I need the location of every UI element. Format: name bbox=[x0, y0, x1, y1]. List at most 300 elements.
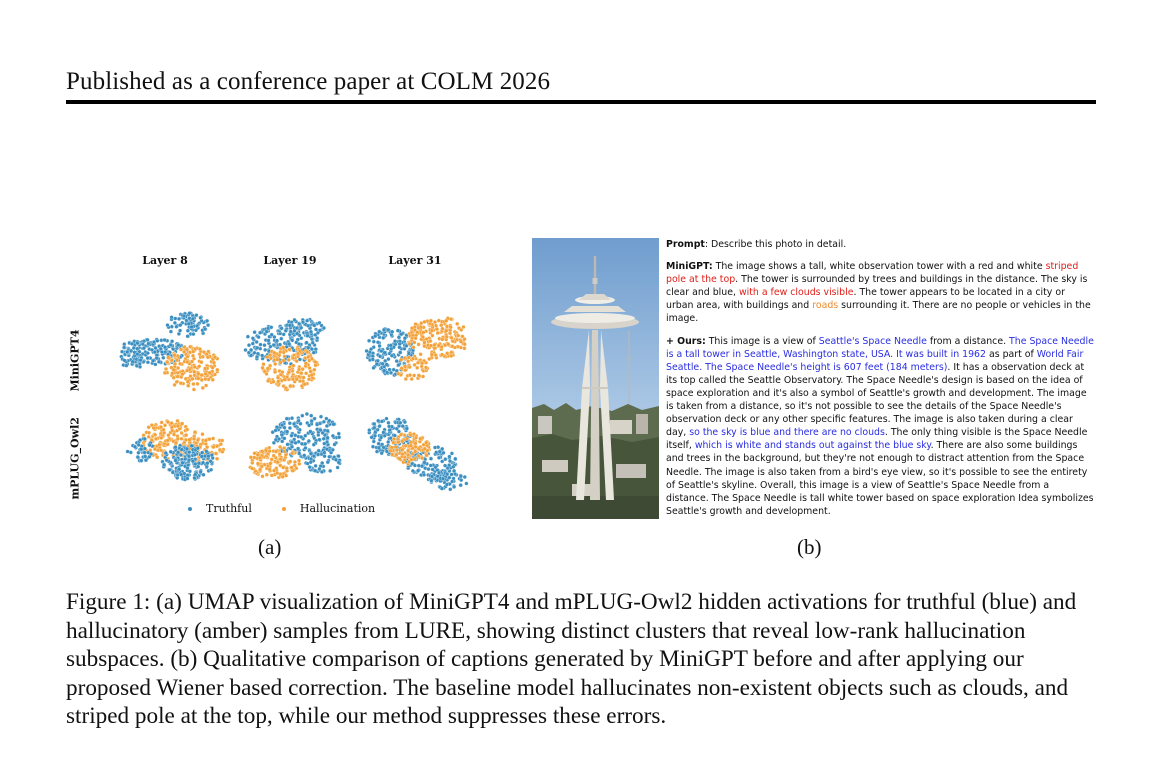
umap-point bbox=[459, 483, 463, 487]
umap-point bbox=[430, 475, 434, 479]
umap-point bbox=[390, 354, 394, 358]
umap-point bbox=[408, 373, 412, 377]
umap-point bbox=[137, 443, 141, 447]
umap-point bbox=[283, 437, 287, 441]
umap-point bbox=[130, 342, 134, 346]
umap-point bbox=[201, 355, 205, 359]
umap-point bbox=[302, 376, 306, 380]
umap-point bbox=[198, 347, 202, 351]
umap-point bbox=[265, 372, 269, 376]
umap-point bbox=[176, 437, 180, 441]
umap-point bbox=[309, 452, 313, 456]
umap-point bbox=[147, 425, 151, 429]
umap-point bbox=[295, 332, 299, 336]
umap-point bbox=[163, 423, 167, 427]
umap-point bbox=[465, 482, 469, 486]
umap-point bbox=[200, 360, 204, 364]
umap-point bbox=[414, 436, 418, 440]
umap-point bbox=[162, 428, 166, 432]
umap-point bbox=[285, 430, 289, 434]
umap-point bbox=[220, 439, 224, 443]
umap-point bbox=[385, 417, 389, 421]
umap-point bbox=[207, 454, 211, 458]
umap-point bbox=[385, 363, 389, 367]
umap-point bbox=[278, 445, 282, 449]
umap-point bbox=[463, 346, 467, 350]
umap-point bbox=[155, 455, 159, 459]
umap-point bbox=[317, 449, 321, 453]
umap-point bbox=[421, 335, 425, 339]
umap-point bbox=[285, 417, 289, 421]
umap-point bbox=[282, 359, 286, 363]
umap-point bbox=[272, 351, 276, 355]
umap-point bbox=[142, 346, 146, 350]
ours-segment: The Space Needle is a tall tower in Seattle, Washington state, USA. It was built in 1962 bbox=[666, 335, 1094, 360]
umap-point bbox=[305, 412, 309, 416]
umap-point bbox=[318, 328, 322, 332]
umap-point bbox=[288, 421, 292, 425]
umap-point bbox=[445, 325, 449, 329]
umap-point bbox=[320, 470, 324, 474]
umap-point bbox=[376, 419, 380, 423]
umap-point bbox=[439, 323, 443, 327]
umap-point bbox=[153, 447, 157, 451]
umap-point bbox=[174, 459, 178, 463]
umap-point bbox=[279, 457, 283, 461]
umap-point bbox=[404, 377, 408, 381]
umap-point bbox=[272, 454, 276, 458]
umap-point bbox=[161, 356, 165, 360]
umap-point bbox=[212, 445, 216, 449]
umap-point bbox=[185, 447, 189, 451]
umap-point bbox=[383, 351, 387, 355]
umap-point bbox=[244, 348, 248, 352]
umap-point bbox=[333, 443, 337, 447]
umap-point bbox=[423, 447, 427, 451]
umap-point bbox=[187, 322, 191, 326]
ours-caption-body bbox=[666, 336, 1094, 517]
umap-point bbox=[430, 329, 434, 333]
umap-point bbox=[313, 368, 317, 372]
umap-point bbox=[169, 450, 173, 454]
umap-point bbox=[287, 358, 291, 362]
umap-point bbox=[453, 457, 457, 461]
umap-point bbox=[280, 326, 284, 330]
umap-point bbox=[201, 461, 205, 465]
umap-point bbox=[288, 324, 292, 328]
umap-point bbox=[148, 443, 152, 447]
umap-point bbox=[273, 362, 277, 366]
umap-point bbox=[270, 333, 274, 337]
umap-point bbox=[133, 445, 137, 449]
umap-point bbox=[393, 339, 397, 343]
umap-point bbox=[197, 364, 201, 368]
umap-point bbox=[283, 378, 287, 382]
umap-point bbox=[143, 447, 147, 451]
umap-point bbox=[445, 335, 449, 339]
umap-point bbox=[267, 339, 271, 343]
umap-point bbox=[388, 428, 392, 432]
umap-point bbox=[326, 429, 330, 433]
umap-point bbox=[157, 360, 161, 364]
umap-point bbox=[288, 348, 292, 352]
umap-point bbox=[181, 461, 185, 465]
umap-point bbox=[199, 316, 203, 320]
umap-point bbox=[404, 444, 408, 448]
umap-point bbox=[186, 477, 190, 481]
umap-point bbox=[196, 382, 200, 386]
umap-point bbox=[450, 452, 454, 456]
umap-point bbox=[176, 451, 180, 455]
umap-point bbox=[182, 314, 186, 318]
umap-point bbox=[159, 448, 163, 452]
umap-point bbox=[282, 333, 286, 337]
umap-point bbox=[185, 369, 189, 373]
umap-point bbox=[179, 381, 183, 385]
umap-point bbox=[178, 329, 182, 333]
umap-point bbox=[325, 424, 329, 428]
umap-point bbox=[174, 445, 178, 449]
umap-point bbox=[310, 373, 314, 377]
umap-point bbox=[400, 332, 404, 336]
umap-point bbox=[153, 350, 157, 354]
umap-point bbox=[288, 384, 292, 388]
umap-point bbox=[143, 437, 147, 441]
umap-point bbox=[444, 329, 448, 333]
umap-point bbox=[186, 355, 190, 359]
umap-point bbox=[322, 420, 326, 424]
umap-point bbox=[201, 432, 205, 436]
umap-point bbox=[280, 433, 284, 437]
umap-point bbox=[140, 459, 144, 463]
umap-point bbox=[392, 437, 396, 441]
umap-point bbox=[176, 343, 180, 347]
umap-point bbox=[431, 334, 435, 338]
umap-point bbox=[147, 431, 151, 435]
umap-point bbox=[180, 437, 184, 441]
umap-point bbox=[310, 347, 314, 351]
umap-point bbox=[373, 334, 377, 338]
umap-point bbox=[252, 456, 256, 460]
umap-point bbox=[407, 352, 411, 356]
umap-point bbox=[122, 346, 126, 350]
umap-point bbox=[428, 339, 432, 343]
umap-point bbox=[312, 324, 316, 328]
umap-point bbox=[413, 341, 417, 345]
umap-point bbox=[200, 378, 204, 382]
umap-point bbox=[272, 343, 276, 347]
umap-point bbox=[379, 436, 383, 440]
umap-point bbox=[373, 434, 377, 438]
ours-segment: from a distance. bbox=[926, 335, 1010, 347]
umap-point bbox=[275, 339, 279, 343]
umap-point bbox=[459, 478, 463, 482]
umap-point bbox=[372, 440, 376, 444]
umap-point bbox=[141, 342, 145, 346]
umap-point bbox=[265, 473, 269, 477]
umap-point bbox=[175, 358, 179, 362]
umap-point bbox=[413, 363, 417, 367]
umap-point bbox=[176, 375, 180, 379]
umap-point bbox=[186, 380, 190, 384]
umap-point bbox=[309, 330, 313, 334]
umap-point bbox=[151, 359, 155, 363]
umap-point bbox=[400, 366, 404, 370]
umap-point bbox=[420, 361, 424, 365]
umap-point bbox=[304, 361, 308, 365]
umap-point bbox=[382, 431, 386, 435]
umap-point bbox=[249, 348, 253, 352]
umap-point bbox=[309, 370, 313, 374]
umap-point bbox=[186, 334, 190, 338]
umap-point bbox=[370, 435, 374, 439]
umap-point bbox=[144, 458, 148, 462]
umap-point bbox=[305, 319, 309, 323]
umap-point bbox=[255, 340, 259, 344]
umap-point bbox=[284, 329, 288, 333]
umap-point bbox=[143, 455, 147, 459]
umap-point bbox=[301, 367, 305, 371]
ours-segment: so the sky is blue and there are no clouds bbox=[689, 427, 885, 439]
umap-point bbox=[212, 361, 216, 365]
umap-point bbox=[251, 342, 255, 346]
prompt-label: Prompt bbox=[666, 239, 705, 250]
umap-point bbox=[450, 473, 454, 477]
umap-point bbox=[256, 462, 260, 466]
umap-point bbox=[301, 320, 305, 324]
umap-point bbox=[180, 431, 184, 435]
umap-point bbox=[389, 449, 393, 453]
umap-point bbox=[448, 331, 452, 335]
umap-point bbox=[337, 461, 341, 465]
umap-point bbox=[203, 367, 207, 371]
umap-point bbox=[160, 421, 164, 425]
row-label-minigpt4: MiniGPT4 bbox=[68, 329, 82, 392]
umap-point bbox=[378, 424, 382, 428]
umap-point bbox=[403, 420, 407, 424]
umap-point bbox=[263, 348, 267, 352]
umap-point bbox=[184, 438, 188, 442]
umap-point bbox=[322, 442, 326, 446]
umap-point bbox=[401, 448, 405, 452]
umap-point bbox=[302, 454, 306, 458]
umap-point bbox=[188, 311, 192, 315]
umap-point bbox=[308, 465, 312, 469]
umap-point bbox=[442, 451, 446, 455]
umap-point bbox=[184, 433, 188, 437]
umap-point bbox=[163, 371, 167, 375]
umap-point bbox=[448, 487, 452, 491]
umap-point bbox=[372, 426, 376, 430]
umap-point bbox=[192, 437, 196, 441]
umap-point bbox=[188, 438, 192, 442]
umap-point bbox=[365, 349, 369, 353]
umap-point bbox=[268, 468, 272, 472]
umap-point bbox=[147, 435, 151, 439]
umap-point bbox=[445, 483, 449, 487]
umap-point bbox=[328, 469, 332, 473]
layer-title-31: Layer 31 bbox=[388, 254, 442, 267]
umap-point bbox=[309, 414, 313, 418]
umap-point bbox=[398, 351, 402, 355]
umap-point bbox=[313, 417, 317, 421]
umap-point bbox=[424, 441, 428, 445]
umap-point bbox=[450, 345, 454, 349]
umap-point bbox=[416, 361, 420, 365]
subfig-label-a: (a) bbox=[258, 535, 282, 559]
umap-point bbox=[274, 450, 278, 454]
umap-point bbox=[319, 415, 323, 419]
umap-point bbox=[187, 458, 191, 462]
umap-point bbox=[459, 328, 463, 332]
umap-point bbox=[450, 480, 454, 484]
umap-point bbox=[139, 447, 143, 451]
figure-caption: Figure 1: (a) UMAP visualization of MiniGPT4 and mPLUG-Owl2 hidden activations for truthful (blue) and hallucinatory (amber) samples from LURE, showing distinct clusters that reveal low-rank hallucination subspaces. (b) Qualitative comparison of captions generated by MiniGPT before and after applying our proposed Wiener based correction. The baseline model hallucinates non-existent objects such as clouds, and striped pole at the top, while our method suppresses these errors. bbox=[66, 589, 1077, 730]
umap-point bbox=[257, 335, 261, 339]
umap-point bbox=[206, 355, 210, 359]
umap-point bbox=[375, 450, 379, 454]
umap-point bbox=[166, 356, 170, 360]
umap-point bbox=[277, 437, 281, 441]
umap-point bbox=[401, 424, 405, 428]
umap-point bbox=[188, 345, 192, 349]
umap-point bbox=[195, 313, 199, 317]
umap-point bbox=[440, 353, 444, 357]
umap-point bbox=[322, 437, 326, 441]
umap-point bbox=[131, 360, 135, 364]
umap-point bbox=[125, 350, 129, 354]
umap-point bbox=[170, 339, 174, 343]
umap-point bbox=[190, 325, 194, 329]
umap-point bbox=[459, 346, 463, 350]
umap-point bbox=[397, 440, 401, 444]
umap-point bbox=[382, 446, 386, 450]
umap-point bbox=[154, 346, 158, 350]
umap-point bbox=[449, 354, 453, 358]
umap-point bbox=[445, 351, 449, 355]
umap-point bbox=[205, 450, 209, 454]
umap-point bbox=[411, 357, 415, 361]
umap-point bbox=[304, 371, 308, 375]
umap-point bbox=[251, 336, 255, 340]
umap-point bbox=[295, 377, 299, 381]
minigpt-segment: . The tower appears to be located in a city or urban area, with buildings and bbox=[666, 287, 1065, 312]
umap-point bbox=[405, 427, 409, 431]
umap-point bbox=[170, 359, 174, 363]
umap-point bbox=[193, 430, 197, 434]
umap-point bbox=[270, 458, 274, 462]
umap-point bbox=[250, 467, 254, 471]
umap-point bbox=[453, 472, 457, 476]
umap-point bbox=[323, 454, 327, 458]
umap-point bbox=[272, 469, 276, 473]
ours-label: + Ours: bbox=[666, 335, 706, 347]
umap-point bbox=[431, 468, 435, 472]
umap-point bbox=[440, 487, 444, 491]
umap-point bbox=[290, 338, 294, 342]
minigpt-caption-body bbox=[666, 261, 1091, 324]
umap-point bbox=[177, 467, 181, 471]
umap-point bbox=[285, 466, 289, 470]
minigpt-segment: The image shows a tall, white observation tower with a red and white bbox=[712, 261, 1046, 273]
umap-point bbox=[259, 343, 263, 347]
umap-point bbox=[306, 324, 310, 328]
umap-point bbox=[444, 319, 448, 323]
umap-point bbox=[459, 340, 463, 344]
umap-point bbox=[387, 421, 391, 425]
umap-point bbox=[193, 453, 197, 457]
umap-point bbox=[423, 461, 427, 465]
umap-point bbox=[310, 357, 314, 361]
umap-point bbox=[419, 352, 423, 356]
umap-point bbox=[399, 433, 403, 437]
umap-point bbox=[409, 444, 413, 448]
umap-point bbox=[443, 464, 447, 468]
umap-point bbox=[383, 434, 387, 438]
umap-point bbox=[397, 335, 401, 339]
umap-point bbox=[179, 348, 183, 352]
umap-point bbox=[438, 450, 442, 454]
umap-point bbox=[372, 366, 376, 370]
umap-point bbox=[191, 377, 195, 381]
umap-point bbox=[203, 327, 207, 331]
umap-point bbox=[315, 423, 319, 427]
umap-point bbox=[132, 346, 136, 350]
umap-point bbox=[420, 456, 424, 460]
umap-point bbox=[404, 368, 408, 372]
umap-point bbox=[418, 437, 422, 441]
umap-point bbox=[176, 371, 180, 375]
umap-point bbox=[165, 360, 169, 364]
umap-point bbox=[164, 367, 168, 371]
umap-point bbox=[136, 341, 140, 345]
umap-point bbox=[412, 374, 416, 378]
umap-point bbox=[406, 360, 410, 364]
umap-point bbox=[280, 423, 284, 427]
umap-point bbox=[305, 341, 309, 345]
umap-point bbox=[276, 358, 280, 362]
umap-point bbox=[406, 453, 410, 457]
minigpt-label: MiniGPT: bbox=[666, 261, 713, 273]
umap-point bbox=[154, 437, 158, 441]
umap-point bbox=[196, 372, 200, 376]
umap-point bbox=[406, 449, 410, 453]
legend-hallucination-label: Hallucination bbox=[299, 502, 376, 515]
umap-point bbox=[199, 470, 203, 474]
umap-point bbox=[291, 377, 295, 381]
umap-point bbox=[377, 330, 381, 334]
umap-point bbox=[269, 462, 273, 466]
umap-point bbox=[425, 453, 429, 457]
umap-point bbox=[269, 325, 273, 329]
umap-point bbox=[427, 467, 431, 471]
umap-point bbox=[392, 441, 396, 445]
umap-point bbox=[208, 371, 212, 375]
umap-point bbox=[295, 326, 299, 330]
legend-hallucination-marker bbox=[282, 507, 286, 511]
umap-point bbox=[410, 377, 414, 381]
umap-point bbox=[380, 451, 384, 455]
umap-point bbox=[325, 417, 329, 421]
umap-point bbox=[417, 374, 421, 378]
umap-point bbox=[381, 336, 385, 340]
umap-point bbox=[209, 468, 213, 472]
subfig-label-b: (b) bbox=[797, 535, 822, 559]
umap-point bbox=[194, 328, 198, 332]
umap-point bbox=[297, 342, 301, 346]
umap-point bbox=[429, 464, 433, 468]
umap-point bbox=[168, 468, 172, 472]
